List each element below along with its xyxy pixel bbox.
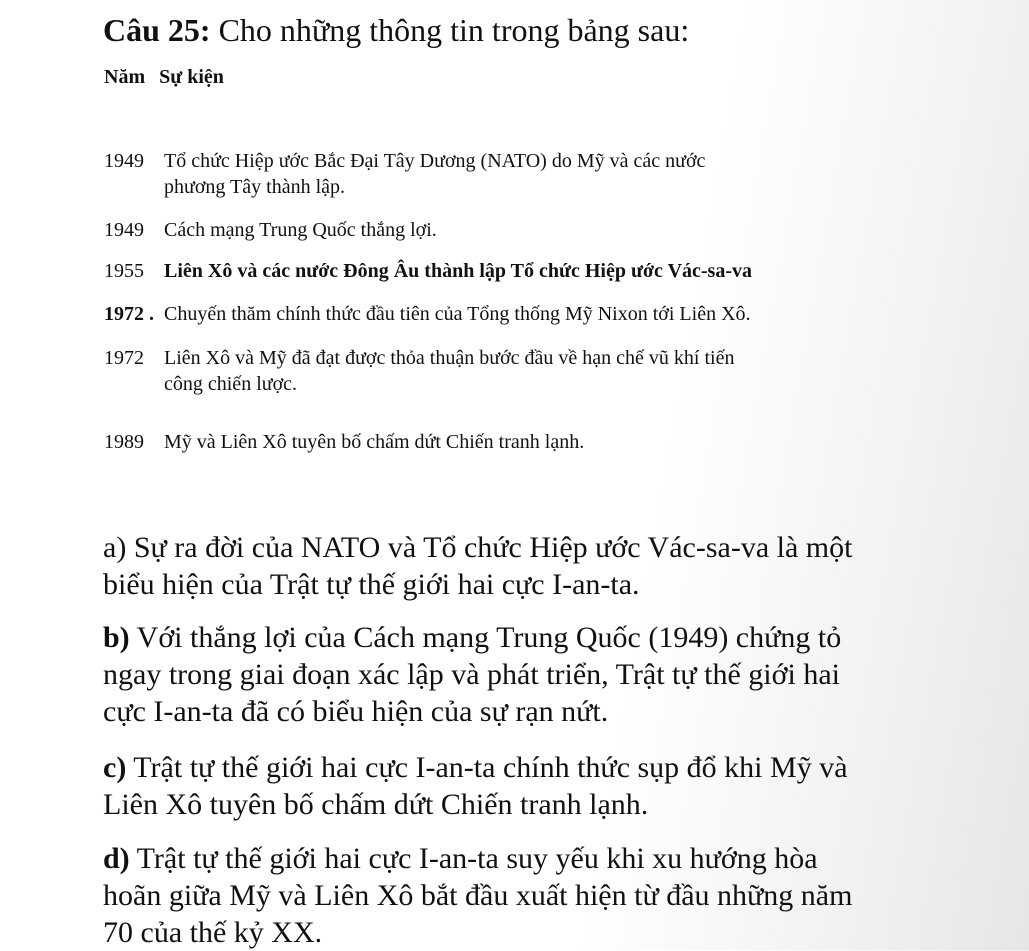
header-year: Năm bbox=[104, 66, 146, 88]
row-year: 1949 bbox=[104, 219, 144, 241]
header-event: Sự kiện bbox=[159, 66, 224, 88]
statement-d bbox=[103, 840, 983, 951]
statement-b bbox=[103, 619, 983, 730]
row-event: Cách mạng Trung Quốc thắng lợi. bbox=[164, 219, 437, 241]
row-event: Tổ chức Hiệp ước Bắc Đại Tây Dương (NATO) do Mỹ và các nước bbox=[164, 150, 706, 172]
statement-b-line-3: cực I-an-ta đã có biểu hiện của sự rạn nứt. bbox=[103, 695, 609, 728]
question-title bbox=[103, 10, 689, 50]
statement-c-line-1: c) Trật tự thế giới hai cực I-an-ta chính thức sụp đổ khi Mỹ và bbox=[103, 751, 848, 784]
statement-d-line-1: d) Trật tự thế giới hai cực I-an-ta suy yếu khi xu hướng hòa bbox=[103, 842, 818, 875]
row-event-continued: phương Tây thành lập. bbox=[164, 176, 346, 198]
statement-a bbox=[103, 529, 983, 603]
row-event-continued: công chiến lược. bbox=[164, 373, 298, 395]
row-year: 1972 bbox=[104, 347, 144, 369]
row-year: 1955 bbox=[104, 260, 144, 282]
row-event: Chuyến thăm chính thức đầu tiên của Tổng thống Mỹ Nixon tới Liên Xô. bbox=[164, 303, 751, 325]
question-number: Câu 25: bbox=[103, 12, 211, 48]
statement-a-line-2: biểu hiện của Trật tự thế giới hai cực I-an-ta. bbox=[103, 568, 640, 601]
statement-c-line-2: Liên Xô tuyên bố chấm dứt Chiến tranh lạnh. bbox=[103, 788, 649, 821]
row-year: 1989 bbox=[104, 431, 144, 453]
statement-label: c) bbox=[103, 751, 127, 784]
row-year: 1972 . bbox=[104, 303, 154, 325]
row-year: 1949 bbox=[104, 150, 144, 172]
question-prompt: Cho những thông tin trong bảng sau: bbox=[218, 12, 690, 48]
row-event: Liên Xô và Mỹ đã đạt được thỏa thuận bước đầu về hạn chế vũ khí tiến bbox=[164, 347, 735, 369]
statement-c bbox=[103, 749, 983, 823]
statement-b-line-1: b) Với thắng lợi của Cách mạng Trung Quốc (1949) chứng tỏ bbox=[103, 621, 842, 654]
row-event: Liên Xô và các nước Đông Âu thành lập Tổ chức Hiệp ước Vác-sa-va bbox=[164, 260, 752, 282]
statement-label: a) bbox=[103, 531, 127, 564]
statement-d-line-2: hoãn giữa Mỹ và Liên Xô bắt đầu xuất hiện từ đầu những năm bbox=[103, 879, 853, 912]
statement-label: b) bbox=[103, 621, 130, 654]
statement-a-line-1: a) Sự ra đời của NATO và Tổ chức Hiệp ước Vác-sa-va là một bbox=[103, 531, 853, 564]
statement-b-line-2: ngay trong giai đoạn xác lập và phát triển, Trật tự thế giới hai bbox=[103, 658, 840, 691]
row-event: Mỹ và Liên Xô tuyên bố chấm dứt Chiến tranh lạnh. bbox=[164, 431, 585, 453]
statement-label: d) bbox=[103, 842, 130, 875]
table-header bbox=[104, 64, 224, 90]
statement-d-line-3: 70 của thế kỷ XX. bbox=[103, 916, 323, 949]
